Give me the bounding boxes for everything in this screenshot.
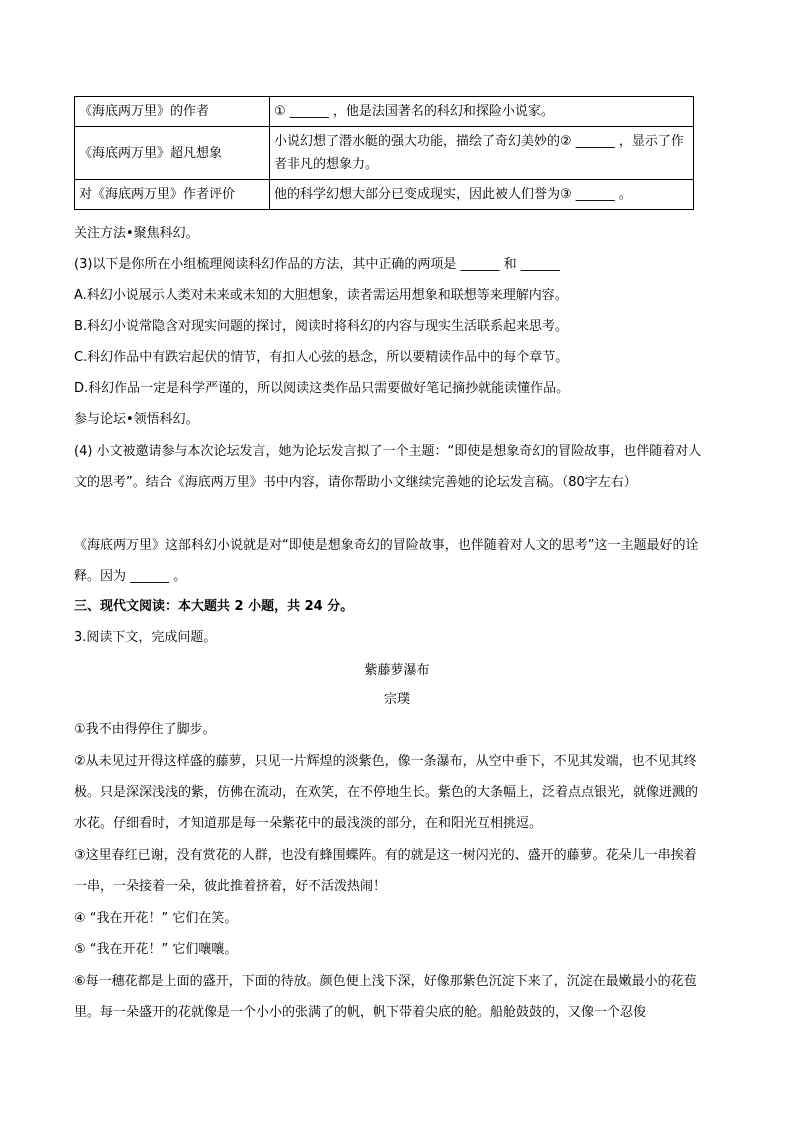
- table-cell-content: 小说幻想了潜水艇的强大功能，描绘了奇幻美妙的② ______ ，显示了作者非凡的想象力。: [270, 127, 694, 180]
- option-a: A.科幻小说展示人类对未来或未知的大胆想象，读者需运用想象和联想等来理解内容。: [74, 288, 568, 303]
- paragraph-1: ①我不由得停住了脚步。: [74, 722, 216, 737]
- question-4: (4) 小文被邀请参与本次论坛发言，她为论坛发言拟了一个主题：“即使是想象奇幻的冒险故事，也伴随着对人文的思考”。结合《海底两万里》书中内容，请你帮助小文继续完善她的论坛发言稿。（80字左右）: [74, 444, 702, 490]
- table-row: [75, 127, 694, 180]
- option-c: C.科幻作品中有跌宕起伏的情节，有扣人心弦的悬念，所以要精读作品中的每个章节。: [74, 350, 569, 365]
- paragraph-6: ⑥每一穗花都是上面的盛开，下面的待放。颜色便上浅下深，好像那紫色沉淀下来了，沉淀在最嫩最小的花苞里。每一朵盛开的花就像是一个小小的张满了的帆，帆下带着尖底的舱。船舱鼓鼓的，又像一个忍俊: [74, 974, 697, 1020]
- table-cell-content: 他的科学幻想大部分已变成现实，因此被人们誉为③ ______ 。: [270, 180, 694, 210]
- option-d: D.科幻作品一定是科学严谨的，所以阅读这类作品只需要做好笔记摘抄就能读懂作品。: [74, 381, 570, 396]
- section-heading: 关注方法•聚焦科幻。: [74, 226, 199, 241]
- paragraph-3: ③这里春红已谢，没有赏花的人群，也没有蜂围蝶阵。有的就是这一树闪光的、盛开的藤萝。花朵儿一串挨着一串，一朵接着一朵，彼此推着挤着，好不活泼热闹！: [74, 848, 697, 894]
- info-table: [74, 96, 694, 210]
- answer-paragraph: 《海底两万里》这部科幻小说就是对“即使是想象奇幻的冒险故事，也伴随着对人文的思考”这一主题最好的诠释。因为 ______ 。: [74, 538, 699, 584]
- paragraph-5: ⑤ “我在开花！” 它们嚷嚷。: [74, 942, 238, 957]
- table-row: [75, 97, 694, 127]
- part-heading: 三、现代文阅读：本大题共 2 小题，共 24 分。: [74, 599, 354, 614]
- table-cell-content: ① ______ ，他是法国著名的科幻和探险小说家。: [270, 97, 694, 127]
- paragraph-2: ②从未见过开得这样盛的藤萝，只见一片辉煌的淡紫色，像一条瀑布，从空中垂下，不见其发端，也不见其终极。只是深深浅浅的紫，仿佛在流动，在欢笑，在不停地生长。紫色的大条幅上，泛着点点银光，就像迸溅的水花。仔细看时，才知道那是每一朵紫花中的最浅淡的部分，在和阳光互相挑逗。: [74, 754, 699, 831]
- table-cell-label: 《海底两万里》超凡想象: [75, 127, 270, 180]
- table-cell-label: 对《海底两万里》作者评价: [75, 180, 270, 210]
- article-author: 宗璞: [383, 692, 410, 707]
- article-title: 紫藤萝瀑布: [364, 663, 430, 678]
- option-b: B.科幻小说常隐含对现实问题的探讨，阅读时将科幻的内容与现实生活联系起来思考。: [74, 319, 569, 334]
- question-intro: 3.阅读下文，完成问题。: [74, 630, 217, 645]
- table-cell-label: 《海底两万里》的作者: [75, 97, 270, 127]
- table-row: [75, 180, 694, 210]
- paragraph-4: ④ “我在开花！” 它们在笑。: [74, 911, 238, 926]
- question-3: (3)以下是你所在小组梳理阅读科幻作品的方法，其中正确的两项是 ______ 和 ______: [74, 257, 560, 272]
- section-heading: 参与论坛•领悟科幻。: [74, 412, 199, 427]
